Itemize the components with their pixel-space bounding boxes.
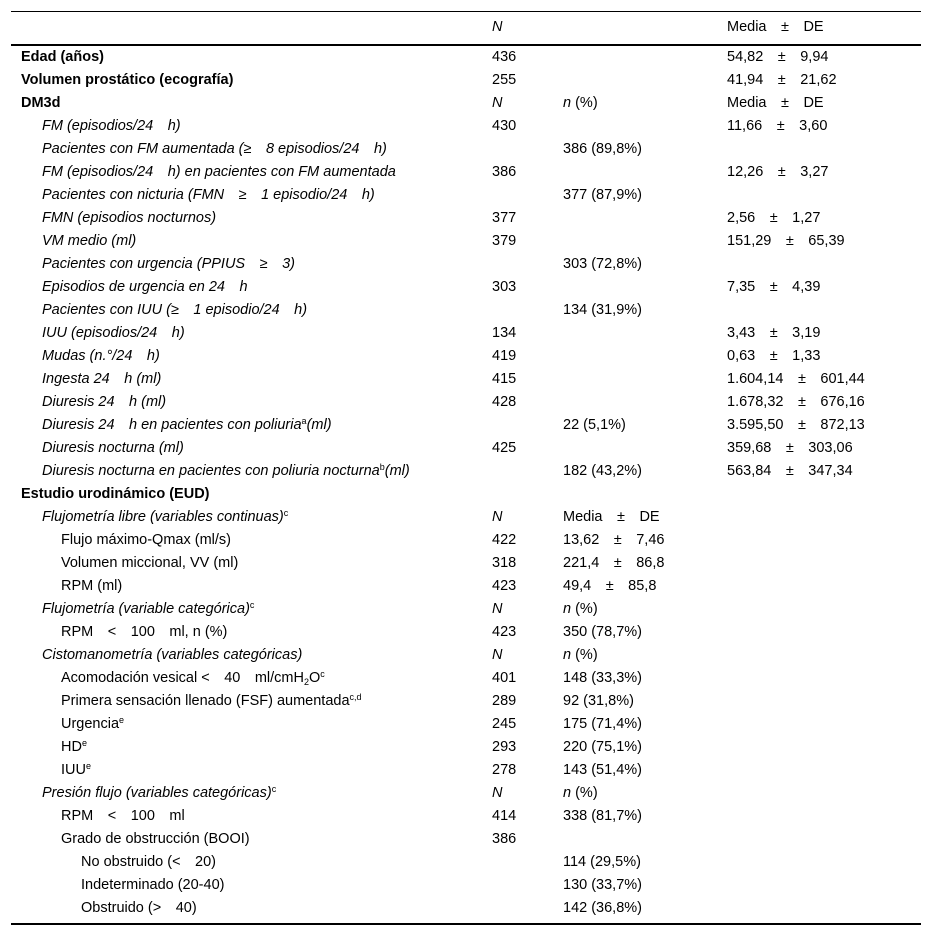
row-pct: 148 (33,3%) xyxy=(563,670,642,686)
row-label xyxy=(61,532,231,549)
row-n: 278 xyxy=(492,762,517,778)
row-label-footnote: e xyxy=(119,715,125,725)
row-label-text: Edad (años) xyxy=(21,49,104,65)
row-label-text: RPM (ml) xyxy=(61,578,123,594)
row-label-footnote: c xyxy=(283,508,289,518)
row-label xyxy=(61,762,91,779)
row-pct: 220 (75,1%) xyxy=(563,739,642,755)
row-pct: 350 (78,7%) xyxy=(563,624,642,640)
table-row xyxy=(11,598,921,621)
row-label xyxy=(42,348,160,365)
row-pct: 114 (29,5%) xyxy=(563,854,641,870)
row-pct-n: n xyxy=(563,647,572,663)
row-mean-sd: 1.678,32 ± 676,16 xyxy=(727,394,865,410)
table-row xyxy=(11,805,921,828)
table-row xyxy=(11,736,921,759)
table-row xyxy=(11,69,921,92)
row-label-text: FM (episodios/24 h) xyxy=(42,118,181,134)
row-n: N xyxy=(492,601,503,617)
table-row xyxy=(11,115,921,138)
row-label-text: Flujometría (variable categórica) xyxy=(42,601,250,617)
row-n: 430 xyxy=(492,118,517,134)
row-label-text: Grado de obstrucción (BOOI) xyxy=(61,831,250,847)
row-n: 428 xyxy=(492,394,517,410)
table-row xyxy=(11,138,921,161)
row-n: 386 xyxy=(492,164,517,180)
row-label-footnote: b xyxy=(379,462,385,472)
row-label xyxy=(42,785,276,802)
row-mean-sd: 11,66 ± 3,60 xyxy=(727,118,828,134)
row-pct-n: n xyxy=(563,95,572,111)
row-pct: 13,62 ± 7,46 xyxy=(563,532,665,548)
row-n: 422 xyxy=(492,532,517,548)
row-label-text: Diuresis 24 h en pacientes con poliuria xyxy=(42,417,302,433)
row-pct: 386 (89,8%) xyxy=(563,141,642,157)
row-mean-sd: 0,63 ± 1,33 xyxy=(727,348,821,364)
row-label-text: Ingesta 24 h (ml) xyxy=(42,371,162,387)
row-label-text: Pacientes con IUU (≥ 1 episodio/24 h) xyxy=(42,302,308,318)
row-pct: 182 (43,2%) xyxy=(563,463,642,479)
row-n: 293 xyxy=(492,739,517,755)
table-row xyxy=(11,851,921,874)
row-label xyxy=(42,509,288,526)
row-label-text: Diuresis nocturna en pacientes con poliuria nocturna xyxy=(42,463,380,479)
row-pct xyxy=(563,95,598,112)
table-row xyxy=(11,759,921,782)
row-label-subscript: 2 xyxy=(303,677,309,687)
row-n: 255 xyxy=(492,72,517,88)
row-label-suffix: (ml) xyxy=(306,417,332,433)
table-row xyxy=(11,575,921,598)
table-row xyxy=(11,897,921,920)
row-label xyxy=(61,670,325,687)
row-label xyxy=(42,325,185,342)
table-bottom-rule xyxy=(11,923,921,925)
row-n: N xyxy=(492,509,503,525)
row-label-suffix: (ml) xyxy=(384,463,410,479)
row-label xyxy=(21,95,60,112)
table-header xyxy=(11,11,921,34)
row-n: 245 xyxy=(492,716,517,732)
row-label xyxy=(61,624,227,641)
row-n: 436 xyxy=(492,49,517,65)
row-label xyxy=(61,555,238,572)
row-pct-unit: (%) xyxy=(571,601,598,617)
row-label-text: Volumen prostático (ecografía) xyxy=(21,72,234,88)
row-n: N xyxy=(492,95,503,111)
table-row xyxy=(11,874,921,897)
row-pct: 143 (51,4%) xyxy=(563,762,642,778)
row-mean-sd: 563,84 ± 347,34 xyxy=(727,463,853,479)
row-label-text: Pacientes con nicturia (FMN ≥ 1 episodio/24 h) xyxy=(42,187,375,203)
row-label-text: Diuresis 24 h (ml) xyxy=(42,394,167,410)
row-label-text: Cistomanometría (variables categóricas) xyxy=(42,647,303,663)
row-label xyxy=(81,854,216,871)
row-n: 414 xyxy=(492,808,517,824)
row-label-text: RPM < 100 ml xyxy=(61,808,185,824)
row-label-footnote: c,d xyxy=(349,692,362,702)
row-label-text: Primera sensación llenado (FSF) aumentada xyxy=(61,693,350,709)
row-label xyxy=(61,578,122,595)
row-label xyxy=(61,831,250,848)
row-pct-unit: (%) xyxy=(571,785,598,801)
row-pct: 49,4 ± 85,8 xyxy=(563,578,657,594)
row-n: 379 xyxy=(492,233,517,249)
table-row xyxy=(11,276,921,299)
row-label xyxy=(21,72,233,89)
row-label-text: Mudas (n.°/24 h) xyxy=(42,348,160,364)
table-row xyxy=(11,184,921,207)
row-label xyxy=(42,210,216,227)
table-row xyxy=(11,690,921,713)
row-mean-sd: 151,29 ± 65,39 xyxy=(727,233,845,249)
row-n: 425 xyxy=(492,440,517,456)
row-label-text: VM medio (ml) xyxy=(42,233,137,249)
table-row xyxy=(11,253,921,276)
table-row xyxy=(11,437,921,460)
table-row xyxy=(11,483,921,506)
row-pct-unit: (%) xyxy=(571,95,598,111)
row-label-text: Episodios de urgencia en 24 h xyxy=(42,279,248,295)
table-row xyxy=(11,299,921,322)
row-pct: 303 (72,8%) xyxy=(563,256,642,272)
row-label-text: IUU xyxy=(61,762,86,778)
row-label-footnote: a xyxy=(301,416,307,426)
row-label-footnote: e xyxy=(81,738,87,748)
row-mean-sd: 3,43 ± 3,19 xyxy=(727,325,821,341)
row-label-footnote: c xyxy=(271,784,277,794)
row-label-text: HD xyxy=(61,739,82,755)
row-label xyxy=(42,417,332,434)
row-label xyxy=(61,739,87,756)
row-label-text: Estudio urodinámico (EUD) xyxy=(21,486,210,502)
row-pct: 377 (87,9%) xyxy=(563,187,642,203)
row-label xyxy=(42,440,184,457)
row-label xyxy=(42,302,307,319)
row-pct: 130 (33,7%) xyxy=(563,877,642,893)
row-pct: 134 (31,9%) xyxy=(563,302,642,318)
row-pct xyxy=(563,601,598,618)
table-row xyxy=(11,667,921,690)
row-pct xyxy=(563,785,598,802)
row-label-footnote: c xyxy=(249,600,255,610)
table-row xyxy=(11,322,921,345)
row-label-text: FM (episodios/24 h) en pacientes con FM aumentada xyxy=(42,164,396,180)
table-row xyxy=(11,460,921,483)
row-label-footnote: c xyxy=(320,669,325,679)
row-mean-sd: 2,56 ± 1,27 xyxy=(727,210,821,226)
row-pct xyxy=(563,647,598,664)
row-label-text: Pacientes con FM aumentada (≥ 8 episodios/24 h) xyxy=(42,141,387,157)
row-pct-unit: (%) xyxy=(571,647,598,663)
row-label xyxy=(42,187,375,204)
row-label xyxy=(42,141,387,158)
row-n: 289 xyxy=(492,693,517,709)
table-row xyxy=(11,414,921,437)
row-n: 386 xyxy=(492,831,517,847)
row-label-text: Flujometría libre (variables continuas) xyxy=(42,509,284,525)
row-pct: Media ± DE xyxy=(563,509,660,525)
row-mean-sd: 54,82 ± 9,94 xyxy=(727,49,829,65)
row-pct: 338 (81,7%) xyxy=(563,808,642,824)
row-label xyxy=(42,647,302,664)
table-row xyxy=(11,368,921,391)
row-label xyxy=(42,279,248,296)
row-pct-n: n xyxy=(563,601,572,617)
row-label xyxy=(42,233,136,250)
row-label-text: RPM < 100 ml, n (%) xyxy=(61,624,228,640)
table-row xyxy=(11,644,921,667)
row-label-text: Volumen miccional, VV (ml) xyxy=(61,555,239,571)
row-label-text: Urgencia xyxy=(61,716,120,732)
table-row xyxy=(11,391,921,414)
row-label xyxy=(61,808,185,825)
table-row xyxy=(11,782,921,805)
row-pct: 221,4 ± 86,8 xyxy=(563,555,665,571)
row-label xyxy=(42,256,295,273)
row-label-text: Pacientes con urgencia (PPIUS ≥ 3) xyxy=(42,256,295,272)
table-row xyxy=(11,828,921,851)
header-stat: Media ± DE xyxy=(727,19,824,35)
row-pct: 22 (5,1%) xyxy=(563,417,626,433)
row-n: N xyxy=(492,647,503,663)
row-label xyxy=(42,164,396,181)
row-n: 423 xyxy=(492,624,517,640)
table-row xyxy=(11,46,921,69)
row-label-text: Obstruido (> 40) xyxy=(81,900,197,916)
row-label xyxy=(42,394,166,411)
row-label xyxy=(81,900,197,917)
table-row xyxy=(11,529,921,552)
table-row xyxy=(11,345,921,368)
row-label xyxy=(81,877,224,894)
row-pct-n: n xyxy=(563,785,572,801)
row-label xyxy=(21,486,210,503)
row-label-text: DM3d xyxy=(21,95,61,111)
table-row xyxy=(11,161,921,184)
row-mean-sd: 3.595,50 ± 872,13 xyxy=(727,417,865,433)
row-pct: 142 (36,8%) xyxy=(563,900,642,916)
row-label xyxy=(61,693,362,710)
row-n: 303 xyxy=(492,279,517,295)
row-n: N xyxy=(492,785,503,801)
table-row xyxy=(11,230,921,253)
row-mean-sd: 7,35 ± 4,39 xyxy=(727,279,821,295)
table-row xyxy=(11,621,921,644)
table-row xyxy=(11,552,921,575)
table-row xyxy=(11,92,921,115)
row-n: 401 xyxy=(492,670,517,686)
row-n: 134 xyxy=(492,325,517,341)
row-pct: 92 (31,8%) xyxy=(563,693,634,709)
row-label-text: Acomodación vesical < 40 ml/cmH xyxy=(61,670,304,686)
row-mean-sd: 12,26 ± 3,27 xyxy=(727,164,829,180)
table-row xyxy=(11,207,921,230)
row-n: 423 xyxy=(492,578,517,594)
row-n: 377 xyxy=(492,210,517,226)
row-mean-sd: Media ± DE xyxy=(727,95,824,111)
row-label xyxy=(61,716,124,733)
row-label xyxy=(42,118,181,135)
row-n: 318 xyxy=(492,555,517,571)
row-mean-sd: 1.604,14 ± 601,44 xyxy=(727,371,865,387)
row-n: 415 xyxy=(492,371,517,387)
row-label-footnote: e xyxy=(85,761,91,771)
row-label-text: No obstruido (< 20) xyxy=(81,854,216,870)
row-pct: 175 (71,4%) xyxy=(563,716,642,732)
row-label-text: FMN (episodios nocturnos) xyxy=(42,210,217,226)
table-row xyxy=(11,506,921,529)
row-label xyxy=(42,601,254,618)
table-row xyxy=(11,713,921,736)
row-label xyxy=(42,371,161,388)
row-label xyxy=(21,49,104,66)
row-label-text: Diuresis nocturna (ml) xyxy=(42,440,184,456)
row-mean-sd: 359,68 ± 303,06 xyxy=(727,440,853,456)
header-n: N xyxy=(492,19,503,35)
row-n: 419 xyxy=(492,348,517,364)
row-mean-sd: 41,94 ± 21,62 xyxy=(727,72,837,88)
row-label-text: IUU (episodios/24 h) xyxy=(42,325,185,341)
row-label-text: Presión flujo (variables categóricas) xyxy=(42,785,272,801)
row-label-text: Flujo máximo-Qmax (ml/s) xyxy=(61,532,231,548)
row-label-suffix: O xyxy=(308,670,321,686)
row-label xyxy=(42,463,410,480)
row-label-text: Indeterminado (20-40) xyxy=(81,877,225,893)
